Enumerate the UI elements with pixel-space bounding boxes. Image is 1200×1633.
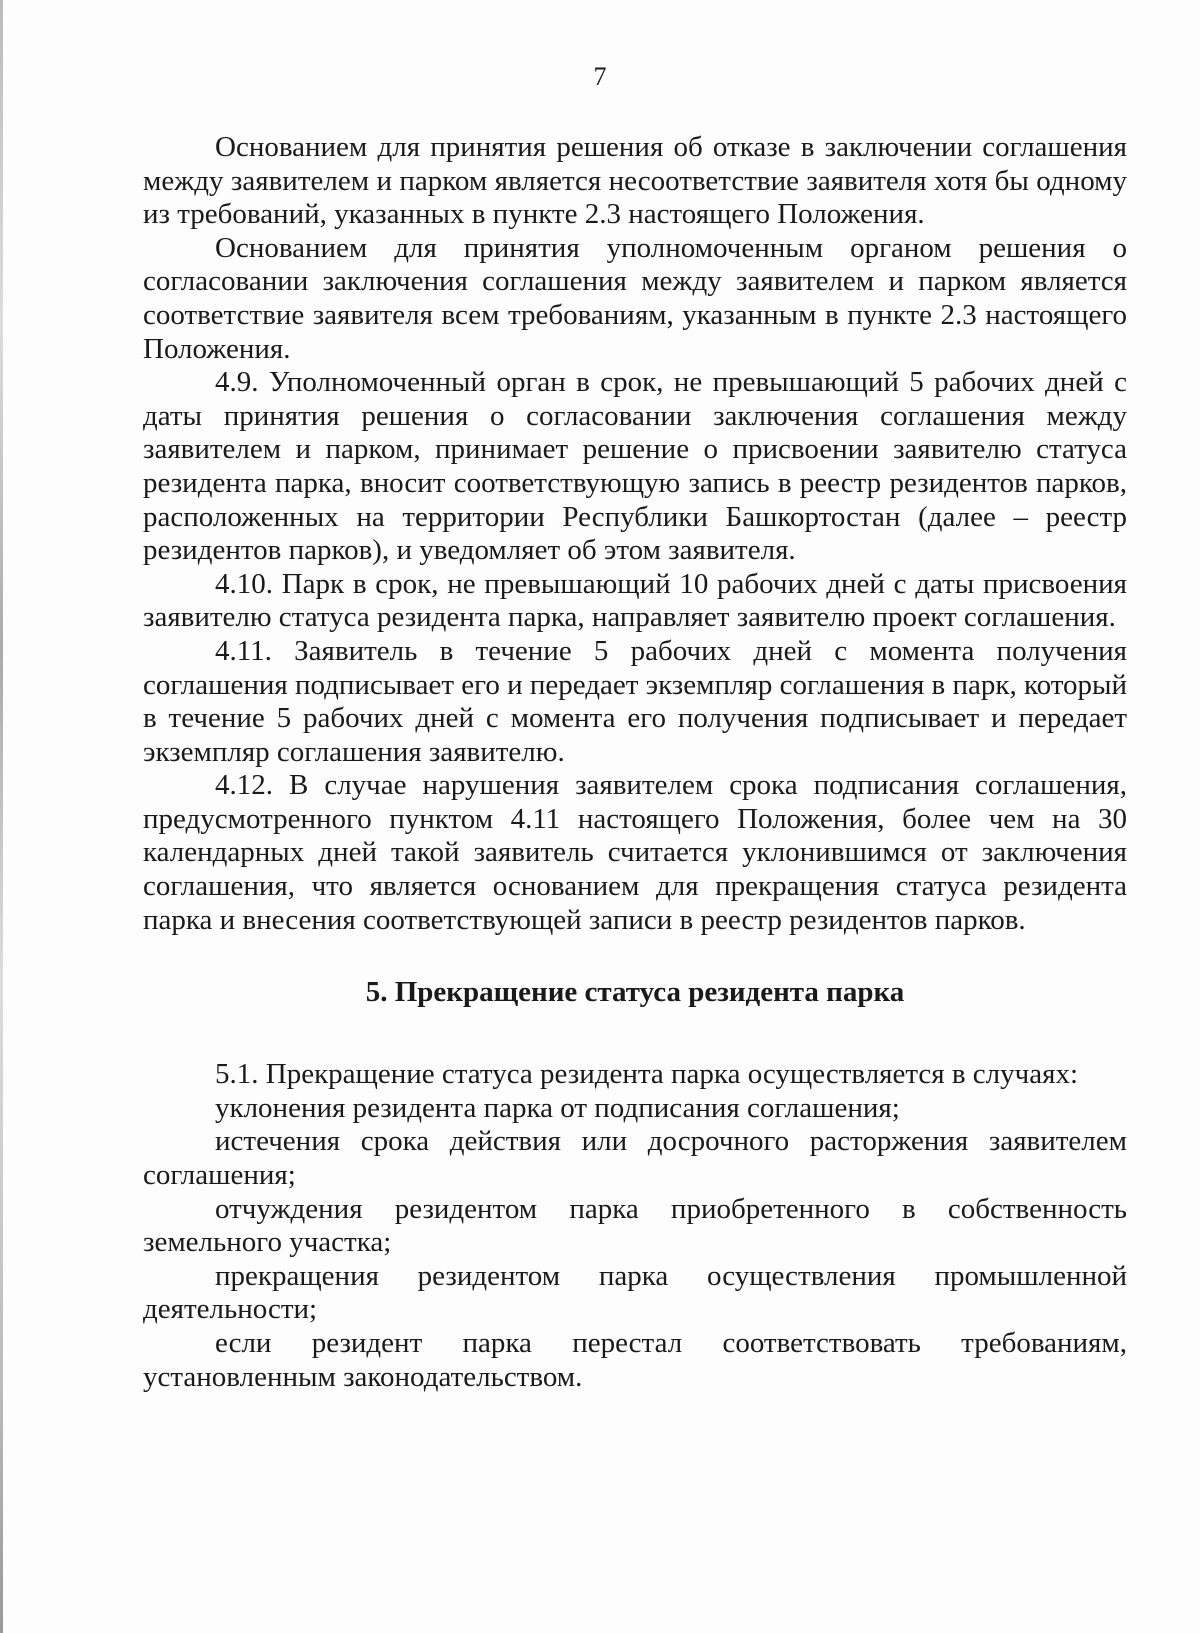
case-item: прекращения резидентом парка осуществления промышленной деятельности; <box>143 1259 1127 1326</box>
document-body <box>143 131 1127 1394</box>
case-item: отчуждения резидентом парка приобретенного в собственность земельного участка; <box>143 1192 1127 1259</box>
clause-5-1: 5.1. Прекращение статуса резидента парка осуществляется в случаях: <box>215 1058 1079 1091</box>
paragraph-approval-grounds: Основанием для принятия уполномоченным органом решения о согласовании заключения соглашения между заявителем и парком является соответствие заявителя всем требованиям, указанным в пункте 2.3 настоящего Положения. <box>143 231 1127 365</box>
case-item: истечения срока действия или досрочного расторжения заявителем соглашения; <box>143 1125 1127 1192</box>
page-number: 7 <box>593 62 607 91</box>
case-item: если резидент парка перестал соответствовать требованиям, установленным законодательством. <box>143 1327 1127 1393</box>
clause-4-10: 4.10. Парк в срок, не превышающий 10 рабочих дней с даты присвоения заявителю статуса резидента парка, направляет заявителю проект соглашения. <box>143 567 1127 634</box>
clause-4-9: 4.9. Уполномоченный орган в срок, не превышающий 5 рабочих дней с даты принятия решения о согласовании заключения соглашения между заявителем и парком, принимает решение о присвоении заявителю статуса резидента парка, вносит соответствующую запись в реестр резидентов парков, расположенных на территории Республики Башкортостан (далее – реестр резидентов парков), и уведомляет об этом заявителя. <box>143 366 1127 567</box>
clause-4-11: 4.11. Заявитель в течение 5 рабочих дней с момента получения соглашения подписывает его и передает экземпляр соглашения в парк, который в течение 5 рабочих дней с момента его получения подписывает и передает экземпляр соглашения заявителю. <box>143 634 1127 768</box>
paragraph-refusal-grounds: Основанием для принятия решения об отказе в заключении соглашения между заявителем и парком является несоответствие заявителя хотя бы одному из требований, указанных в пункте 2.3 настоящего Положения. <box>143 131 1127 231</box>
scan-edge <box>0 0 3 1633</box>
section-5-heading: 5. Прекращение статуса резидента парка <box>365 976 905 1009</box>
clause-4-12: 4.12. В случае нарушения заявителем срока подписания соглашения, предусмотренного пунктом 4.11 настоящего Положения, более чем на 30 календарных дней такой заявитель считается уклонившимся от заключения соглашения, что является основанием для прекращения статуса резидента парка и внесения соответствующей записи в реестр резидентов парков. <box>143 769 1127 936</box>
case-item: уклонения резидента парка от подписания соглашения; <box>215 1091 900 1124</box>
section-5-body <box>143 1058 1127 1394</box>
